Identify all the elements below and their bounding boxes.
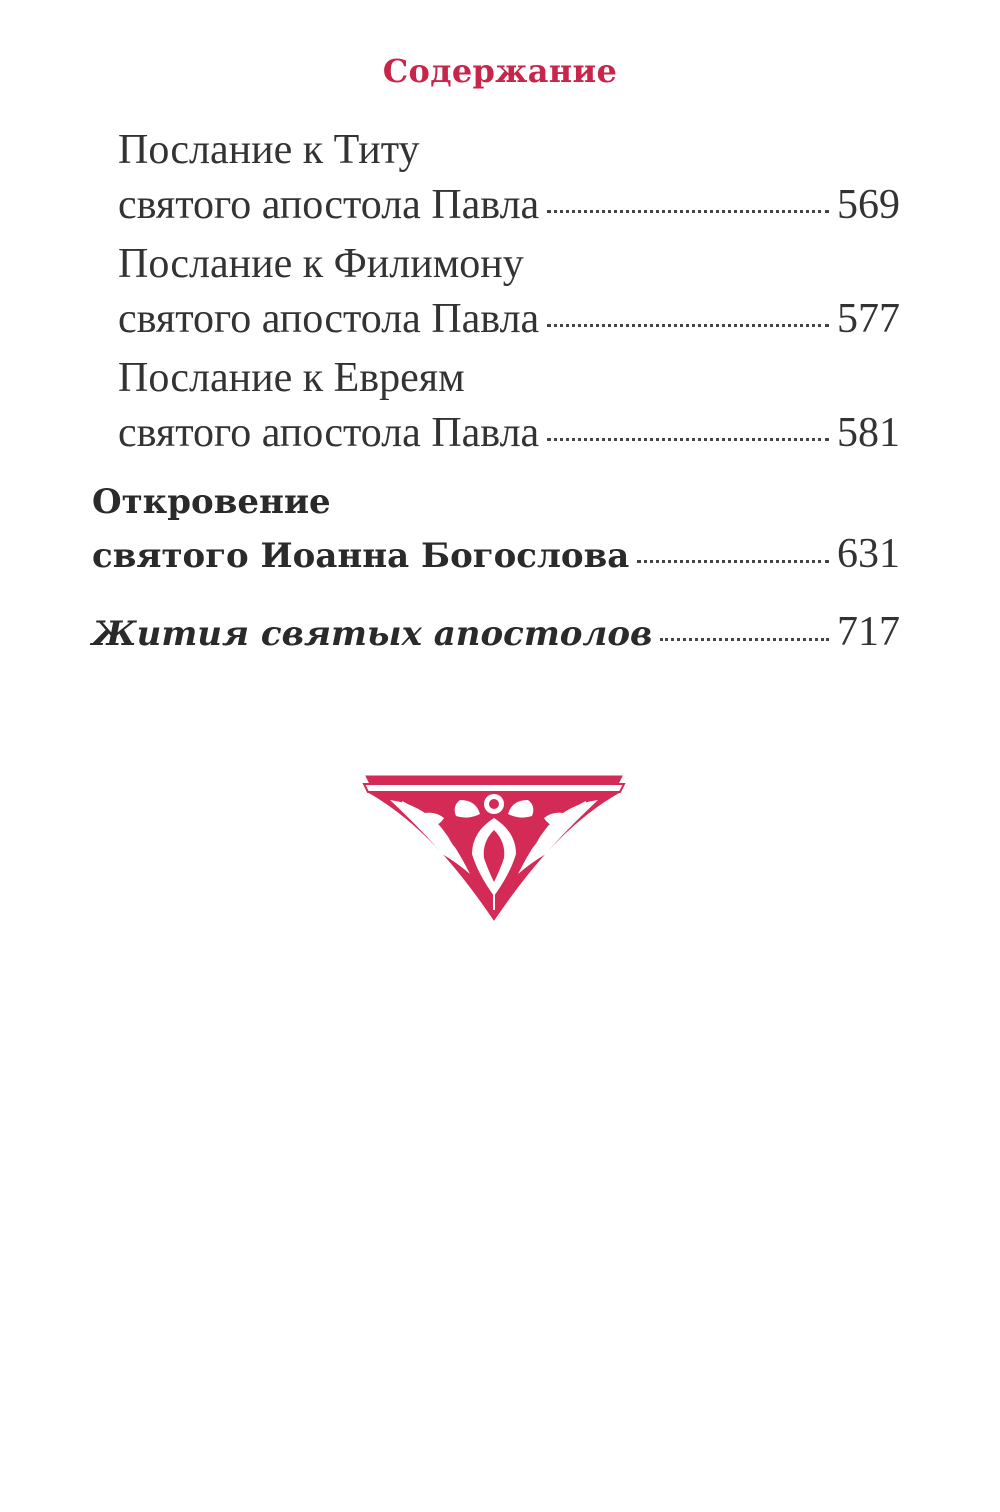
dot-leader [547,404,829,446]
toc-entry-philemon-title: Послание к Филимону [118,241,524,287]
toc-entry-lives-of-apostles[interactable] [92,608,900,656]
toc-entry-subtitle: святого Иоанна Богослова [92,536,630,576]
toc-entry-titus[interactable] [118,176,900,229]
floral-ornament-icon [360,770,628,926]
page-number: 581 [837,410,900,456]
toc-entry-subtitle: святого апостола Павла [118,296,540,342]
toc-entry-title: Жития святых апостолов [92,614,653,654]
page-number: 577 [837,296,900,342]
toc-entry-philemon[interactable] [118,290,900,343]
toc-entry-hebrews-title: Послание к Евреям [118,355,465,401]
page-title: Содержание [382,52,618,90]
toc-entry-hebrews[interactable] [118,404,900,457]
dot-leader [547,290,829,332]
page-number: 631 [837,531,900,577]
dot-leader [660,611,829,645]
page-number: 717 [837,609,900,655]
dot-leader [637,533,829,567]
toc-entry-subtitle: святого апостола Павла [118,410,540,456]
toc-entry-revelation-title: Откровение [92,482,331,522]
dot-leader [547,176,829,218]
page-number: 569 [837,182,900,228]
toc-entry-titus-title: Послание к Титу [118,127,420,173]
toc-entry-revelation[interactable] [92,530,900,578]
toc-entry-subtitle: святого апостола Павла [118,182,540,228]
